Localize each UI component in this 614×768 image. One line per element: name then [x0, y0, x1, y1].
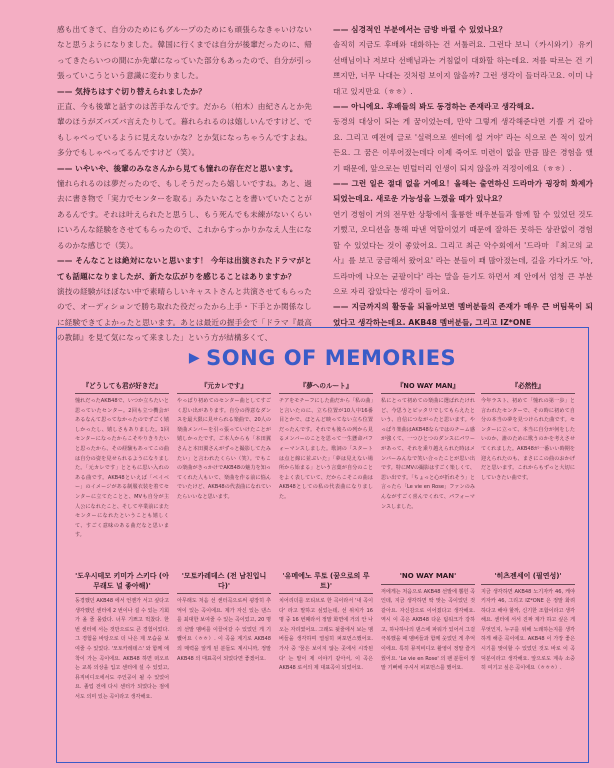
song-description: 아무래도 처음 선 센터곡으로써 굉장히 추억이 있는 곡이에요. 제가 자신 있는 댄스를 최대한 보여줄 수 있는 곡이었고, 20 명의 선발 멤버를 이끌어갈 수 있었던 게 기뻤어요（ㅎㅎ）. 이 곡을 계기로 AKB48 의 매력을 알게 된 분들도 계시니까, 정말 AKB48 의 대표곡이 되었다면 좋겠어요. — [177, 598, 271, 662]
song-column-kr-4 — [381, 572, 475, 674]
song-title: 『どうしても君が好きだ』 — [75, 382, 169, 394]
song-column-kr-1 — [75, 572, 169, 703]
interview-column-korean — [333, 22, 593, 330]
song-description: 동경했던 AKB48 에서 언젠가 서고 싶다고 생각했던 센터에 2 번이나 설 수 있는 기회가 올 줄 몰랐다. 너무 기쁘고 벅찼다. 한 번 센터에 서는 것만으로도 큰 경험이었다. 그 경험을 바탕으로 더 나은 제 모습을 보여줄 수 있었다. '모토카레데스' 와 함께 애착이 가는 곡이에요. AKB48 하면 떠오르는 교복 의상을 입고 센터에 설 수 있었고, 뮤직비디오에서도 주인공이 될 수 있었어요. 졸업 전에 다시 센터가 되었다는 점에서도 의미 있는 곡이라고 생각해요. — [75, 598, 169, 700]
interview-question: —— そんなことは絶対にないと思います！ 今年は出演されたドラマがとても話題になりましたが、新たな広がりを感じることはありますか？ — [57, 256, 312, 281]
song-description: 私にとって初めての楽曲に選ばれたけれど、今思うとピッタリでしてもらえたという、自信につながったと思います。やっぱり楽曲はAKB48ならではのチーム感が強くて、一つひとつのダンスにパワーがあって、それを乗り越えられた時はメンバーみんなで笑い合ったことが思い出です。特にMVの撮影はすごく楽しくて、思い出です。「ちょっと心が折れそう」と言ったら「Le vie en Rose」ファンのみんながすごく喜んでくれて、パフォーマンスしました。 — [381, 398, 475, 510]
song-title: 『NO WAY MAN』 — [381, 382, 475, 394]
song-column-kr-3 — [279, 572, 373, 674]
triangle-arrow-icon: ▶ — [188, 350, 201, 366]
interview-paragraph: 演技の経験がほぼない中で素晴らしいキャストさんと共演させてもらったので、オーディションで勝ち取れた役だったから上手・下手とか関係なしに経験できてよかったと思います。あとは最近の握手会で「ドラマ『最高の教師』を見て気になって来ました」という方が結構多くて、 — [57, 286, 312, 343]
song-description: 치어리더를 모티브로 한 곡이라서 '내 곡이다' 라고 말하고 싶었는데, 선 위치가 16 명 중 16 번째라서 정말 화면에 거의 안 나오는 자리였어요. 그래도 뒷줄에서 보는 멤버들을 생각하며 열심히 퍼포먼스했어요. 가사 중 '꿈은 보이지 않는 곳에서 시작된다' 는 말이 제 이야기 같아서, 이 곡은 AKB48 로서의 제 대표곡이 되었어요. — [279, 598, 373, 672]
interview-question: —— 아니에요. 후배들의 봐도 동경하는 존재라고 생각해요. — [333, 102, 535, 112]
song-description: チアをモチーフにした曲だから「私の曲」と言いたのに、立ち位置が10人中16番目とかで、ほとんど映ってない立ち位置だったんです。それでも後ろの列から見るメンバーのことを思って一生懸命パフォーマンスしました。歌詞の「スタートは点と線に並ぶいた」「夢は見えない場所から始まる」という言葉が自分のことをよく表していて、だからこそこの曲はAKB48としての私の代表曲になりました。 — [279, 398, 373, 500]
song-title: '도우시테모 키미가 스키다 (아무래도 널 좋아해)' — [75, 572, 169, 594]
interview-column-japanese — [57, 22, 312, 346]
section-title-text: SONG OF MEMORIES — [206, 346, 457, 370]
song-title: '히츠젠세이 (필연성)' — [481, 572, 575, 585]
song-column-jp-2 — [177, 382, 271, 503]
song-title: '유메에노 루토 (꿈으로의 루트)' — [279, 572, 373, 594]
song-of-memories-box — [56, 327, 589, 763]
section-title — [57, 346, 588, 370]
interview-question: —— 그런 일은 절대 없을 거예요！올해는 출연하신 드라마가 굉장히 화제가 되었는데요. 새로운 가능성을 느꼈을 때가 있나요？ — [333, 179, 593, 204]
song-title: 『夢へのルート』 — [279, 382, 373, 394]
song-description: やっぱり初めてのセンター曲としてすごく思い出があります。自分の得意なダンスを最大限に見せられる楽曲で、20人の楽曲メンバーを引っ張っていけたことが嬉しかったです。ご本人からも「本田翼さんと本田翼さんがずっと撮影してたみたい」と言われたくらい（笑）。でもこの楽曲がきっかけでAKB48の魅力を知ってくれた人もいて、楽曲を作る前に悩んでいたけど、AKB48の代表曲になれていたらいいなと思います。 — [177, 398, 271, 500]
song-column-kr-2 — [177, 572, 271, 664]
interview-question: —— 심경적인 부분에서는 금방 바뀔 수 있었나요？ — [333, 25, 507, 34]
interview-paragraph: 연기 경험이 거의 전무한 상황에서 훌륭한 배우분들과 함께 할 수 있었던 것도 기뻤고, 오디션을 통해 따낸 역할이었기 때문에 잘하든 못하든 상관없이 경험할 수 있었다는 것이 좋았어요. 그리고 최근 악수회에서 '드라마 『최고의 교사』를 보고 궁금해서 왔어요' 라는 분들이 꽤 많아졌는데, 길을 가다가도 '아, 드라마에 나오는 균팔이다' 라는 말을 듣기도 하면서 제 안에서 엄청 큰 부분으로 자리 잡았다는 생각이 들어요. — [333, 209, 593, 296]
song-title: '모토카레데스 (전 남친입니다)' — [177, 572, 271, 594]
song-title: 『必然性』 — [481, 382, 575, 394]
interview-paragraph: 正直、今も後輩と話すのは苦手なんです。だから（柏木）由紀さんとか先輩のほうがズバズバ言えたりして。暮れられるのは嬉しいんですけど、でもしゃべっているように見えないかな？とか気になっちゃうんですよね。多分でもしゃべってるんですけど（笑）。 — [57, 102, 312, 158]
song-title: 'NO WAY MAN' — [381, 572, 475, 585]
song-column-jp-1 — [75, 382, 169, 541]
song-description: 憧れだったAKB48で、いつか立ちたいと思っていたセンター。2回も立つ機会があるなんて思ってなかったのでずごく嬉しかったし、嬉しさもありました。1回センターになったからこそやりきりたいと思ったから、その経験もあってこの曲は自分の姿を見せられるようになりました。「元カレです」とともに思い入れのある曲です。AKB48といえば「ベイベー」のイメージがある制服衣装を着てセンターに立てたことと、MVも自分が主人公になれたこと、そして卒業前にまたセンターになれたということも嬉しくて、すごく意味のある曲だなと思います。 — [75, 398, 169, 539]
interview-question: —— いやいや、後輩のみなさんから見ても憧れの存在だと思います。 — [57, 163, 298, 173]
interview-paragraph: 동경의 대상이 되는 게 꿈이었는데, 만약 그렇게 생각해준다면 기쁠 거 같아요. 그리고 예전에 글로 '실력으로 센터에 설 거야' 라는 식으로 쓴 적이 있거든요. 그 꿈은 이루어졌는데다 이제 죽어도 미련이 없을 만큼 많은 경험을 했기 때문에, 앞으로는 빈털터리 인생이 되지 않을까 걱정이에요（ㅎㅎ）. — [333, 117, 593, 173]
song-description: 지금 생각하면 AKB48 노기자카 46, 케야키자카 46, 그리고 IZ*ONE 은 정말 화려하다고 해야 할까, 신기한 조합이라고 생각해요. 센터에 서서 진짜 제가 하고 싶은 게 무엇인지, 누구를 위해 노래하는지를 생각하게 해준 곡이에요. AKB48 이 가장 좋은 시기를 맞이할 수 있었던 것도 바로 이 곡 덕분이라고 생각해요. 앞으로도 계속 소중히 여기고 싶은 곡이에요（ㅎㅎㅎ）. — [481, 588, 575, 672]
interview-paragraph: 感も出てきて、自分のためにもグループのためにも頑張らなきゃいけないなと思うようになりました。韓国に行くまでは自分が後輩だったのに、帰ってきたらいつの間にか先輩になっていた部分もあったので、自分が引っ張っていこうという意識に変わりました。 — [57, 25, 312, 81]
song-column-jp-4 — [381, 382, 475, 512]
song-column-kr-5 — [481, 572, 575, 674]
interview-question: —— 気持ちはすぐ切り替えられましたか？ — [57, 86, 206, 96]
interview-paragraph: 솔직히 지금도 후배와 대화하는 건 서툴러요. 그런다 보니（카시와기）유키 선배님이나 저보다 선배님과는 거침없이 대화할 하는데요. 저를 따르는 건 기쁘지만, 너무 나대는 것처럼 보이지 않을까? 그런 생각이 들더라고요. 이미 나대고 있지만요（ㅎㅎ）. — [333, 40, 593, 96]
song-description: 저에게는 처음으로 AKB48 선발에 뽑힌 곡인데, 지금 생각하면 딱 맞는 곡이었던 것 같아요. 자신감으로 이어졌다고 생각해요. 역시 이 곡은 AKB48 다운 팀워크가 강하고, 하나하나의 댄스에 파워가 있어서 그걸 극복했을 때 멤버들과 함께 웃었던 게 추억이에요. 특히 뮤직비디오 촬영이 정말 즐거웠어요. 'Le vie en Rose' 의 팬 분들이 정말 기뻐해 주셔서 퍼포먼스를 했어요. — [381, 588, 475, 672]
interview-paragraph: 憧れられるのは夢だったので、もしそうだったら嬉しいですね。あと、過去に書き物で「実力でセンターを取る」みたいなことを書いていたことがあるんです。それは叶えられたと思うし、もう死んでも未練がないくらいにいろんな経験をさせてもらったので、これからすっかりかなえ人生になるのかな感じで（笑）。 — [57, 179, 312, 250]
song-title: 『元カレです』 — [177, 382, 271, 394]
song-column-jp-3 — [279, 382, 373, 503]
song-description: 今年ラスト、初めて「憧れの第一歩」と言われたセンターで、その時に初めて自分の本当の夢を見つけられた曲です。センターに立って、本当に自分が何をしたいのか、誰のために歌うのかを考えさせてくれました。AKB48が一番いい時期を迎えられたのも、まさにこの曲のおかげだと思います。これからもずっと大切にしていきたい曲です。 — [481, 398, 575, 481]
song-column-jp-5 — [481, 382, 575, 483]
interview-question: —— 지금까지의 활동을 되돌아보면 멤버분들의 존재가 매우 큰 버팀목이 되었다고 생각하는데요. AKB48 멤버분들, 그리고 IZ*ONE — [333, 302, 593, 327]
